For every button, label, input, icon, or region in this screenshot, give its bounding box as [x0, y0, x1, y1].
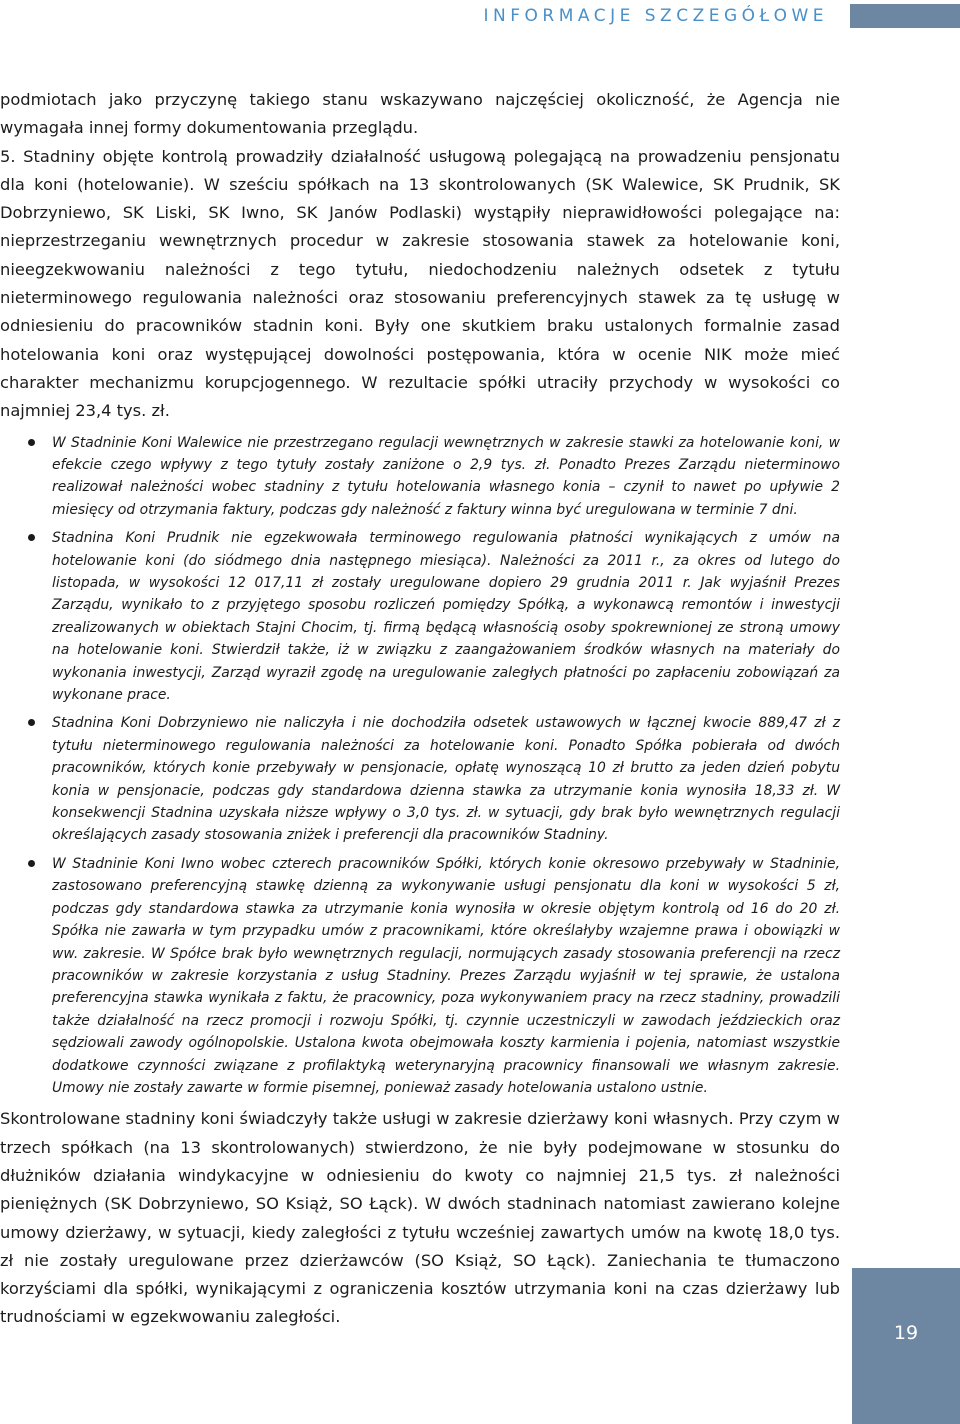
bullet-dot-icon	[28, 534, 35, 541]
page-number: 19	[893, 1322, 919, 1344]
intro-paragraph: podmiotach jako przyczynę takiego stanu wskazywano najczęściej okoliczność, że Agencja nie wymagała innej formy dokumentowania przeglądu.	[0, 90, 840, 138]
bullet-item-walewice	[0, 432, 840, 522]
closing-paragraph: Skontrolowane stadniny koni świadczyły także usługi w zakresie dzierżawy koni własnych. Przy czym w trzech spółkach (na 13 skontrolowanych) stwierdzono, że nie były podejmowane w stosunku do dłużników działania windykacyjne w odniesieniu do kwoty co najmniej 21,5 tys. zł należności pieniężnych (SK Dobrzyniewo, SO Książ, SO Łąck). W dwóch stadninach natomiast zawierano kolejne umowy dzierżawy, w sytuacji, kiedy zaległości z tytułu wcześniej zawartych umów na kwotę 18,0 tys. zł nie zostały uregulowane przez dzierżawców (SO Książ, SO Łąck). Zaniechania te tłumaczono korzyściami dla spółki, wynikającymi z ograniczenia kosztów utrzymania koni na czas dzierżawy lub trudnościami w egzekwowaniu zaległości.	[0, 1109, 840, 1327]
bullet-list	[0, 432, 840, 1100]
bullet-text: Stadnina Koni Dobrzyniewo nie naliczyła i nie dochodziła odsetek ustawowych w łącznej kwocie 889,47 zł z tytułu nieterminowego regulowania należności za hotelowanie koni. Ponadto Spółka pobierała od dwóch pracowników, których konie przebywały w pensjonacie, opłatę wynoszącą 10 zł brutto za jeden dzień pobytu konia w pensjonacie, podczas gdy standardowa dzienna stawka za utrzymanie konia wynosiła 18,33 zł. W konsekwencji Stadnina uzyskała niższe wpływy o 3,0 tys. zł. w sytuacji, gdy brak było wewnętrznych regulacji określających zasady stosowania zniżek i preferencji dla pracowników Stadniny.	[52, 715, 840, 844]
bullet-text: Stadnina Koni Prudnik nie egzekwowała terminowego regulowania płatności wynikających z umów na hotelowanie koni (do siódmego dnia następnego miesiąca). Należności za 2011 r., za okres od lutego do listopada, w wysokości 12 017,11 zł zostały uregulowane dopiero 29 grudnia 2011 r. Jak wyjaśnił Prezes Zarządu, wynikało to z przyjętego sposobu rozliczeń pomiędzy Spółką, a wykonawcą remontów i inwestycji zrealizowanych w obiektach Stajni Chocim, tj. firmą będącą własnością osoby spokrewnionej ze stroną umowy na hotelowanie koni. Stwierdził także, iż w związku z zaangażowaniem środków własnych na materiały do wykonania inwestycji, Zarząd wyraził zgodę na uregulowanie zaległych płatności po zapłaceniu zobowiązań za wykonane prace.	[52, 530, 840, 704]
bullet-dot-icon	[28, 719, 35, 726]
bullet-text: W Stadninie Koni Iwno wobec czterech pracowników Spółki, których konie okresowo przebywały w Stadninie, zastosowano preferencyjną stawkę dzienną za wykonywanie usługi pensjonatu dla koni w wysokości 5 zł, podczas gdy standardowa stawka za utrzymanie konia wynosiła w okresie objętym kontrolą od 16 do 20 zł. Spółka nie zawarła w tym przypadku umów z pracownikami, które określałyby wzajemne prawa i obowiązki w ww. zakresie. W Spółce brak było wewnętrznych regulacji, normujących zasady stosowania preferencji na rzecz pracowników w zakresie korzystania z usług Stadniny. Prezes Zarządu wyjaśnił w tej sprawie, że ustalona preferencyjna stawka wynikała z faktu, że pracownicy, poza wykonywaniem pracy na rzecz stadniny, prowadzili także działalność na rzecz promocji i rozwoju Spółki, tj. czynnie uczestniczyli w zawodach jeździeckich oraz sędziowali zawody ogólnopolskie. Ustalona kwota obejmowała koszty karmienia i pojenia, natomiast wszystkie dodatkowe czynności związane z profilaktyką weterynaryjną pracownicy finansowali we własnym zakresie. Umowy nie zostały zawarte w formie pisemnej, ponieważ zasady hotelowania ustalono ustnie.	[52, 855, 840, 1096]
bullet-item-iwno	[0, 853, 840, 1099]
bullet-dot-icon	[28, 860, 35, 867]
point-5-paragraph: 5. Stadniny objęte kontrolą prowadziły działalność usługową polegającą na prowadzeniu pensjonatu dla koni (hotelowanie). W sześciu spółkach na 13 skontrolowanych (SK Walewice, SK Prudnik, SK Dobrzyniewo, SK Liski, SK Iwno, SK Janów Podlaski) wystąpiły nieprawidłowości polegające na: nieprzestrzeganiu wewnętrznych procedur w zakresie stosowania stawek za hotelowanie koni, nieegzekwowaniu należności z tego tytułu, niedochodzeniu należnych odsetek z tytułu nieterminowego regulowania należności oraz stosowaniu preferencyjnych stawek za tę usługę w odniesieniu do pracowników stadnin koni. Były one skutkiem braku ustalonych formalnie zasad hotelowania koni oraz występującej dowolności postępowania, która w ocenie NIK może mieć charakter mechanizmu korupcjogennego. W rezultacie spółki utraciły przychody w wysokości co najmniej 23,4 tys. zł.	[0, 146, 840, 421]
bullet-item-prudnik	[0, 527, 840, 706]
page-content	[0, 86, 840, 1332]
header-accent-block	[850, 4, 960, 28]
bullet-text: W Stadninie Koni Walewice nie przestrzegano regulacji wewnętrznych w zakresie stawki za hotelowanie koni, w efekcie czego wpływy z tego tytuły zostały zaniżone o 2,9 tys. zł. Ponadto Prezes Zarządu nieterminowo realizował należności wobec stadniny z tytułu hotelowania własnego konia – czynił to nawet po upływie 2 miesięcy od otrzymania faktury, podczas gdy należność z faktury winna być uregulowana w terminie 7 dni.	[52, 434, 840, 518]
bullet-item-dobrzyniewo	[0, 712, 840, 846]
section-header-title: INFORMACJE SZCZEGÓŁOWE	[483, 6, 828, 26]
bullet-dot-icon	[28, 439, 35, 446]
page-number-box	[852, 1268, 960, 1424]
